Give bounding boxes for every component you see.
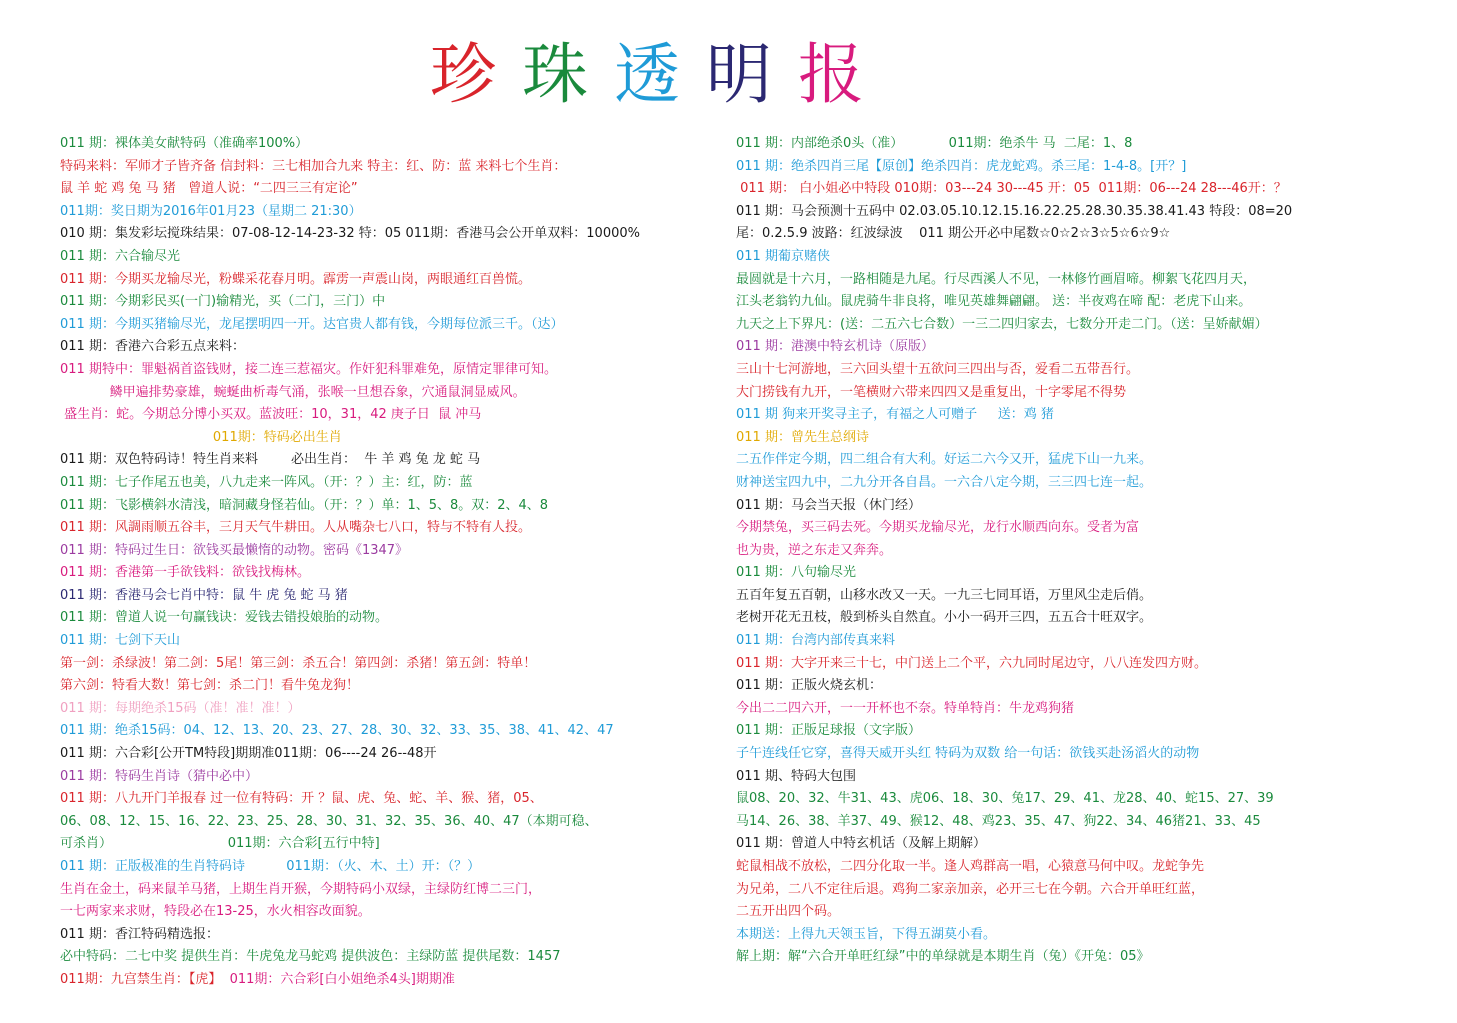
text-segment: 老树开花无丑枝，般到桥头自然直。小小一码开三四，五五合十旺双字。 — [736, 610, 1153, 626]
page-title — [430, 30, 910, 120]
text-line — [60, 585, 730, 608]
text-line — [60, 472, 730, 495]
title-char: 透 — [614, 36, 680, 113]
text-segment: 011 期：港澳中特玄机诗（原版） — [736, 339, 934, 355]
text-line — [60, 856, 730, 879]
text-line — [60, 562, 730, 585]
text-segment: 011 期：马会当天报（休门经） — [736, 497, 921, 513]
text-segment: 011 期：香江特码精选报： — [60, 926, 219, 942]
text-segment: 011 期：双色特码诗！特生肖来料 必出生肖： 牛 羊 鸡 兔 龙 蛇 马 — [60, 452, 481, 468]
text-line — [736, 540, 1426, 563]
text-line — [736, 246, 1426, 269]
text-line — [736, 585, 1426, 608]
text-segment: 011 期葡京赌侠 — [736, 248, 830, 264]
text-line — [60, 698, 730, 721]
text-segment: 五百年复五百朝，山移水改又一天。一九三七同耳语，万里风尘走后俏。 — [736, 587, 1153, 603]
text-line — [736, 833, 1426, 856]
text-line — [736, 314, 1426, 337]
text-line — [736, 653, 1426, 676]
text-line — [736, 630, 1426, 653]
text-line — [736, 404, 1426, 427]
text-line — [60, 223, 730, 246]
text-line — [60, 607, 730, 630]
text-line — [736, 720, 1426, 743]
text-segment: 011 期：今期彩民买(一门)输精光，买（二门，三门）中 — [60, 294, 386, 310]
text-segment: 本期送：上得九天领玉旨，下得五湖莫小看。 — [736, 926, 997, 942]
text-line — [736, 156, 1426, 179]
text-segment: 三山十七河游地，三六回头望十五欲问三四出与否，爱看二五带吾行。 — [736, 361, 1140, 377]
text-line — [736, 472, 1426, 495]
text-segment: 011 期：曾道人说一句赢钱诀：爱钱去错投娘胎的动物。 — [60, 610, 388, 626]
text-segment: 【虎】 — [188, 971, 222, 987]
text-segment: 第六剑：特看大数！第七剑：杀二门！看牛兔龙狗！ — [60, 678, 360, 694]
text-line — [736, 766, 1426, 789]
text-line — [60, 269, 730, 292]
text-line — [60, 653, 730, 676]
text-segment: 为兄弟，二八不定往后退。鸡狗二家亲加亲，必开三七在今朝。六合开单旺红蓝， — [736, 881, 1205, 897]
text-line — [60, 720, 730, 743]
text-line — [60, 946, 730, 969]
text-line — [736, 743, 1426, 766]
text-segment: 011 期：曾道人中特玄机话（及解上期解） — [736, 836, 986, 852]
text-segment: 06、08、12、15、16、22、23、25、28、30、31、32、35、36、40、47（本期可稳、 — [60, 813, 598, 829]
text-segment: 011 期：八句输尽光 — [736, 565, 856, 581]
text-segment: 蛇鼠相战不放松，二四分化取一半。逢人鸡群高一唱，心猿意马何中叹。龙蛇争先 — [736, 859, 1205, 874]
text-line — [60, 924, 730, 947]
text-segment: 011 期：八九开门羊报春 过一位有特码：开 ？鼠、虎、兔、蛇、羊、猴、猪，05、 — [60, 791, 543, 807]
text-segment: 011 期：六合彩[公开TM特段]期期准011期：06----24 26--48开 — [60, 746, 437, 762]
text-segment: 011 期：曾先生总纲诗 — [736, 429, 869, 445]
text-segment: 011 期：裸体美女献特码（准确率100%） — [60, 136, 309, 151]
text-segment: 尾：0.2.5.9 波路：红波绿波 011 期公开必中尾数☆0☆2☆3☆5☆6☆9☆ — [736, 226, 1171, 242]
text-segment: 011 期：绝杀四肖三尾【原创】绝杀四肖：虎龙蛇鸡。杀三尾：1-4-8。[开？] — [736, 158, 1187, 174]
text-line — [736, 269, 1426, 292]
text-line — [736, 359, 1426, 382]
text-segment: 011 期、特码大包围 — [736, 768, 856, 784]
text-line — [736, 495, 1426, 518]
text-line — [736, 946, 1426, 969]
text-segment: 今期禁兔，买三码去死。今期买龙输尽光，龙行水顺西向东。受者为富 — [736, 520, 1140, 536]
text-line — [60, 291, 730, 314]
text-segment: 011 期：香港马会七肖中特：鼠 牛 虎 兔 蛇 马 猪 — [60, 587, 348, 603]
text-segment: 今出二二四六开，一一开杯也不奈。特单特肖：牛龙鸡狗猪 — [736, 700, 1075, 716]
title-char: 报 — [798, 36, 864, 113]
text-segment: 011 期：正版足球报（文字版） — [736, 723, 921, 739]
left-column — [60, 133, 730, 992]
text-segment: 九天之上下界凡：(送：二五六七合数）一三二四归家去，七数分开走二门。（送：呈娇献媚） — [736, 316, 1268, 332]
text-segment: 011期：奖日期为2016年01月23（星期二 21:30） — [60, 203, 362, 219]
text-segment: 鳞甲遍排势豪雄，蜿蜒曲析毒气涌，张喉一旦想吞象，穴通鼠洞显威风。 — [60, 384, 526, 400]
text-line — [736, 427, 1426, 450]
text-line — [736, 291, 1426, 314]
text-segment: 盛生肖：蛇。今期总分博小买双。蓝波旺：10，31，42 庚子日 鼠 冲马 — [60, 407, 482, 423]
text-segment: 也为贵，逆之东走又奔奔。 — [736, 542, 893, 558]
text-segment: 第一剑：杀绿波！第二剑：5尾！第三剑：杀五合！第四剑：杀猪！第五剑：特单！ — [60, 655, 537, 671]
text-segment: 011 期：内部绝杀0头（准） 011期：绝杀牛 马 二尾：1、8 — [736, 136, 1133, 151]
text-line — [736, 607, 1426, 630]
text-segment: 011 期：今期买猪输尽光，龙尾摆明四一开。达官贵人都有钱，今期每位派三千。（达） — [60, 316, 564, 332]
text-segment: 011 期：香港六合彩五点来料： — [60, 339, 245, 355]
text-segment: 011 期 狗来开奖寻主子，有福之人可赠子 送：鸡 猪 — [736, 407, 1054, 423]
text-segment: 011 期特中：罪魁祸首盗钱财，接二连三惹福灾。作奸犯科罪难免，原情定罪律可知。 — [60, 361, 557, 377]
text-line — [60, 540, 730, 563]
text-line — [736, 517, 1426, 540]
text-line — [60, 969, 730, 992]
text-line — [60, 314, 730, 337]
text-line — [736, 201, 1426, 224]
text-segment: 011 期：六合输尽光 — [60, 248, 180, 264]
text-segment: 生肖在金土，码来鼠羊马猪，上期生肖开猴，今期特码小双绿，主绿防红博二三门， — [60, 881, 542, 897]
text-line — [736, 879, 1426, 902]
text-line — [60, 901, 730, 924]
text-line — [60, 833, 730, 856]
text-line — [60, 517, 730, 540]
text-segment: 011 期： 白小姐必中特段 010期：03---24 30---45 开：05 011期：06---24 28---46开：？ — [736, 181, 1287, 197]
text-segment: 011 期：正版极准的生肖特码诗 011期：（火、木、土）开：（？） — [60, 859, 481, 874]
text-line — [736, 449, 1426, 472]
text-segment: 011 期：特码生肖诗（猜中必中） — [60, 768, 258, 784]
text-line — [736, 856, 1426, 879]
text-segment: 011 期：七剑下天山 — [60, 633, 180, 649]
text-line — [60, 427, 730, 450]
text-line — [60, 404, 730, 427]
text-segment: 010 期：集发彩坛搅珠结果：07-08-12-14-23-32 特：05 011期：香港马会公开单双料：10000% — [60, 226, 640, 242]
text-segment: 011 期：今期买龙输尽光，粉蝶采花春月明。霹雳一声震山岗，两眼通红百兽慌。 — [60, 271, 531, 287]
text-segment: 最圆就是十六月，一路相随是九尾。行尽西溪人不见，一林修竹画眉啼。柳絮飞花四月天， — [736, 271, 1257, 287]
text-segment: 江头老翁钓九仙。鼠虎骑牛非良将，唯见英雄舞翩翩。 送：半夜鸡在啼 配：老虎下山来。 — [736, 294, 1252, 310]
text-line — [60, 246, 730, 269]
text-segment: 011期：九宫禁生肖： — [60, 971, 189, 987]
text-line — [736, 223, 1426, 246]
text-line — [736, 133, 1426, 156]
text-segment: 特码来料：军师才子皆齐备 信封料：三七相加合九来 特主：红、防：蓝 来料七个生肖： — [60, 158, 567, 174]
title-char: 珍 — [430, 36, 496, 113]
text-line — [60, 766, 730, 789]
text-line — [60, 788, 730, 811]
text-segment: 011 期：特码过生日：欲钱买最懒惰的动物。密码《1347》 — [60, 542, 409, 558]
text-line — [736, 336, 1426, 359]
text-segment: 011 期：风調雨顺五谷丰，三月天气牛耕田。人从嘴杂七八口，特与不特有人投。 — [60, 520, 531, 536]
text-line — [60, 449, 730, 472]
text-segment: 011 期：绝杀15码：04、12、13、20、23、27、28、30、32、33、35、38、41、42、47 — [60, 723, 614, 739]
title-char: 珠 — [522, 36, 588, 113]
text-line — [736, 698, 1426, 721]
text-line — [736, 562, 1426, 585]
text-segment: 二五作伴定今期，四二组合有大利。好运二六今又开，猛虎下山一九来。 — [736, 452, 1153, 468]
text-line — [736, 901, 1426, 924]
text-segment: 011 期：台湾内部传真来料 — [736, 633, 895, 649]
text-segment: 011 期：正版火烧玄机： — [736, 678, 882, 694]
text-line — [60, 743, 730, 766]
text-segment: 解上期：解“六合开单旺红绿”中的单绿就是本期生肖（兔）《开兔：05》 — [736, 949, 1150, 965]
text-line — [60, 382, 730, 405]
text-segment: 011 期：大字开来三十七，中门送上二个平，六九同时尾边守，八八连发四方财。 — [736, 655, 1207, 671]
text-segment: 011期：六合彩[白小姐绝杀4头]期期准 — [221, 971, 455, 987]
text-segment: 二五开出四个码。 — [736, 904, 841, 920]
text-line — [60, 495, 730, 518]
text-segment: 011 期：每期绝杀15码（准！准！准！） — [60, 700, 301, 716]
text-line — [60, 359, 730, 382]
title-char: 明 — [706, 36, 772, 113]
text-segment: 马14、26、38、羊37、49、猴12、48、鸡23、35、47、狗22、34、46猪21、33、45 — [736, 813, 1261, 829]
text-segment: 011 期：飞影横斜水清浅，暗洞藏身怪若仙。（开：？）单：1、5、8。双：2、4、8 — [60, 497, 549, 513]
text-line — [736, 788, 1426, 811]
text-segment: 011期：特码必出生肖 — [60, 429, 342, 445]
text-segment: 鼠 羊 蛇 鸡 兔 马 猪 曾道人说：“二四三三有定论” — [60, 181, 358, 197]
text-segment: 必中特码：二七中奖 提供生肖：牛虎兔龙马蛇鸡 提供波色：主绿防蓝 提供尾数：1457 — [60, 949, 561, 965]
text-line — [60, 879, 730, 902]
text-line — [60, 178, 730, 201]
text-line — [60, 811, 730, 834]
text-segment: 大门捞钱有九开，一笔横财六带来四四又是重复出，十字零尾不得势 — [736, 384, 1127, 400]
text-segment: 011 期：香港第一手欲钱料：欲钱找梅林。 — [60, 565, 310, 581]
text-line — [60, 336, 730, 359]
text-line — [736, 924, 1426, 947]
text-line — [736, 675, 1426, 698]
text-segment: 鼠08、20、32、牛31、43、虎06、18、30、兔17、29、41、龙28、40、蛇15、27、39 — [736, 791, 1274, 807]
text-segment: 可杀肖） 011期：六合彩[五行中特] — [60, 836, 380, 852]
text-line — [736, 382, 1426, 405]
text-line — [60, 630, 730, 653]
text-segment: 一七两家来求财，特段必在13-25，水火相容改面貌。 — [60, 904, 371, 920]
text-segment: 财神送宝四九中，二九分开各自昌。一六合八定今期，三三四七连一起。 — [736, 474, 1153, 490]
text-line — [736, 178, 1426, 201]
text-line — [60, 201, 730, 224]
text-line — [60, 675, 730, 698]
text-segment: 011 期：马会预测十五码中 02.03.05.10.12.15.16.22.25.28.30.35.38.41.43 特段：08=20 — [736, 203, 1293, 219]
right-column — [736, 133, 1426, 969]
text-line — [736, 811, 1426, 834]
text-line — [60, 133, 730, 156]
text-segment: 子午连线任它穿，喜得天威开头红 特码为双数 给一句话：欲钱买赴汤滔火的动物 — [736, 746, 1200, 762]
text-segment: 011 期：七子作尾五也美，八九走来一阵风。（开：？）主：红，防：蓝 — [60, 474, 473, 490]
text-line — [60, 156, 730, 179]
